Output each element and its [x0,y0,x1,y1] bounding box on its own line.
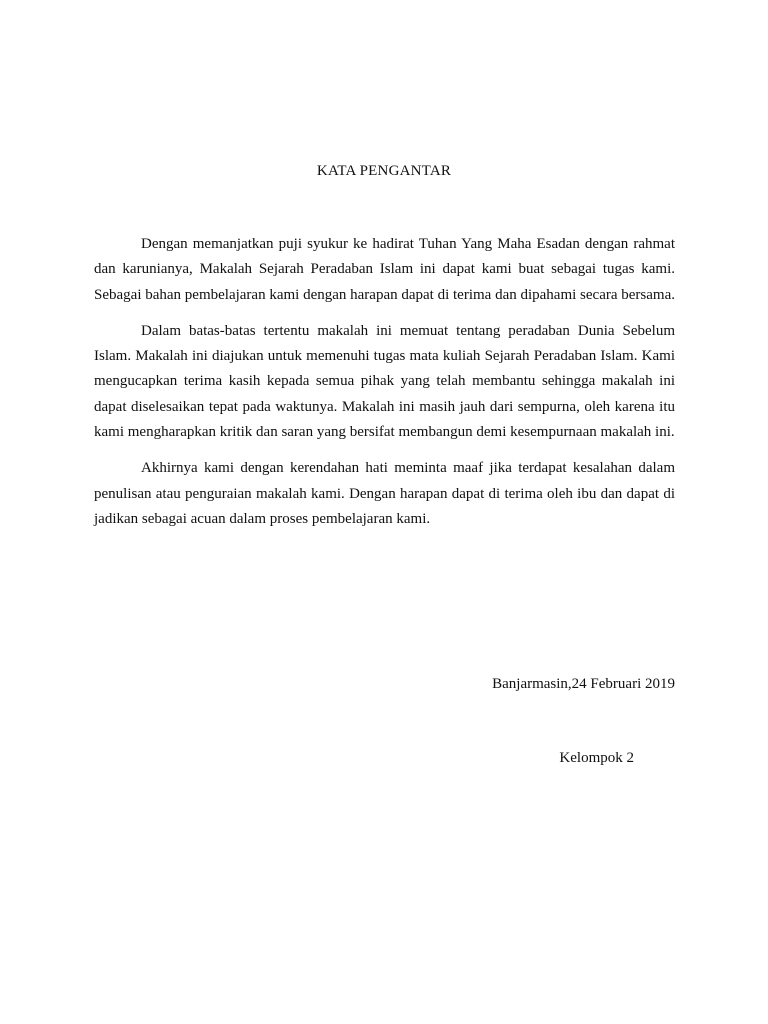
page-title: KATA PENGANTAR [316,163,452,179]
paragraph-1: Dengan memanjatkan puji syukur ke hadirat Tuhan Yang Maha Esadan dengan rahmat dan karunianya, Makalah Sejarah Peradaban Islam ini dapat kami buat sebagai tugas kami. Sebagai bahan pembelajaran kami dengan harapan dapat di terima dan dipahami secara bersama. [94,236,675,303]
paragraph-2: Dalam batas-batas tertentu makalah ini memuat tentang peradaban Dunia Sebelum Islam. Makalah ini diajukan untuk memenuhi tugas mata kuliah Sejarah Peradaban Islam. Kami mengucapkan terima kasih kepada semua pihak yang telah membantu sehingga makalah ini dapat diselesaikan tepat pada waktunya. Makalah ini masih jauh dari sempurna, oleh karena itu kami mengharapkan kritik dan saran yang bersifat membangun demi kesempurnaan makalah ini. [94,322,675,441]
signature: Kelompok 2 [559,750,634,766]
paragraph-3: Akhirnya kami dengan kerendahan hati meminta maaf jika terdapat kesalahan dalam penulisan atau penguraian makalah kami. Dengan harapan dapat di terima oleh ibu dan dapat di jadikan sebagai acuan dalam proses pembelajaran kami. [94,460,675,527]
body-text [94,232,675,543]
place-and-date: Banjarmasin,24 Februari 2019 [492,676,675,692]
